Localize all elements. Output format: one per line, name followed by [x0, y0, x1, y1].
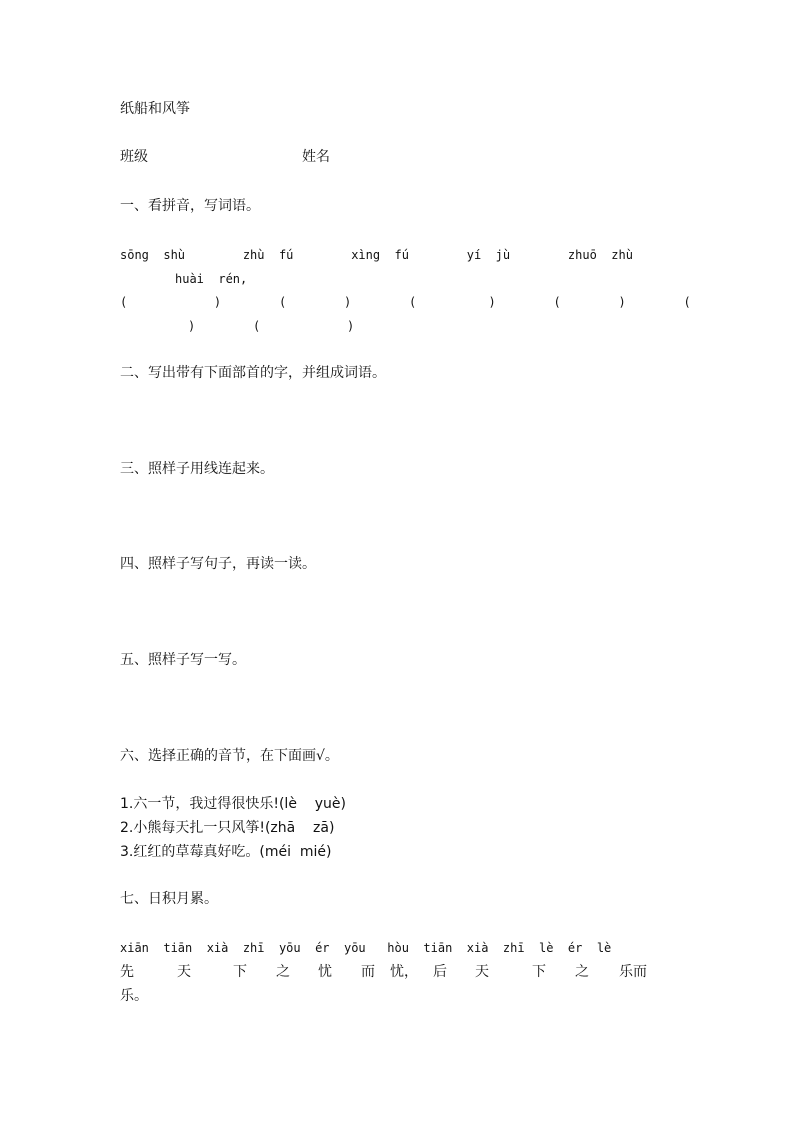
section7-char: 先 — [120, 964, 134, 980]
section6-heading: 六、选择正确的音节，在下面画√。 — [120, 748, 339, 764]
name-label: 姓名 — [302, 149, 330, 165]
class-label: 班级 — [120, 149, 148, 165]
section5-heading: 五、照样子写一写。 — [120, 652, 246, 668]
section7-char: 天 — [177, 964, 191, 980]
section7-char: 天 — [475, 964, 489, 980]
section7-char: 忧 — [318, 964, 332, 980]
section2-heading: 二、写出带有下面部首的字，并组成词语。 — [120, 365, 386, 381]
section1-brackets-line1: ( ) ( ) ( ) ( ) ( — [120, 295, 691, 309]
section6-item: 2.小熊每天扎一只风筝!(zhā zā) — [120, 820, 335, 836]
section1-heading: 一、看拼音，写词语。 — [120, 198, 260, 214]
section7-char: 下 — [532, 964, 546, 980]
section6-item: 1.六一节，我过得很快乐!(lè yuè) — [120, 796, 346, 812]
section1-brackets-line2: ) ( ) — [188, 319, 355, 333]
section7-last-line: 乐。 — [120, 988, 148, 1004]
section7-char: 下 — [233, 964, 247, 980]
section7-heading: 七、日积月累。 — [120, 891, 218, 907]
section4-heading: 四、照样子写句子，再读一读。 — [120, 556, 316, 572]
section7-pinyin: xiān tiān xià zhī yōu ér yōu hòu tiān xià zhī lè ér lè — [120, 941, 612, 955]
section1-pinyin-line1: sōng shù zhù fú xìng fú yí jù zhuō zhù — [120, 248, 633, 262]
section7-char: 乐而 — [619, 964, 647, 980]
section7-char: 忧， — [390, 964, 418, 980]
section7-char: 之 — [575, 964, 589, 980]
section1-pinyin-line2: huài rén, — [175, 272, 248, 286]
section7-char: 而 — [361, 964, 375, 980]
section7-char: 之 — [276, 964, 290, 980]
document-title: 纸船和风筝 — [120, 101, 190, 117]
section3-heading: 三、照样子用线连起来。 — [120, 461, 274, 477]
section7-char: 后 — [433, 964, 447, 980]
section6-item: 3.红红的草莓真好吃。(méi mié) — [120, 844, 332, 860]
